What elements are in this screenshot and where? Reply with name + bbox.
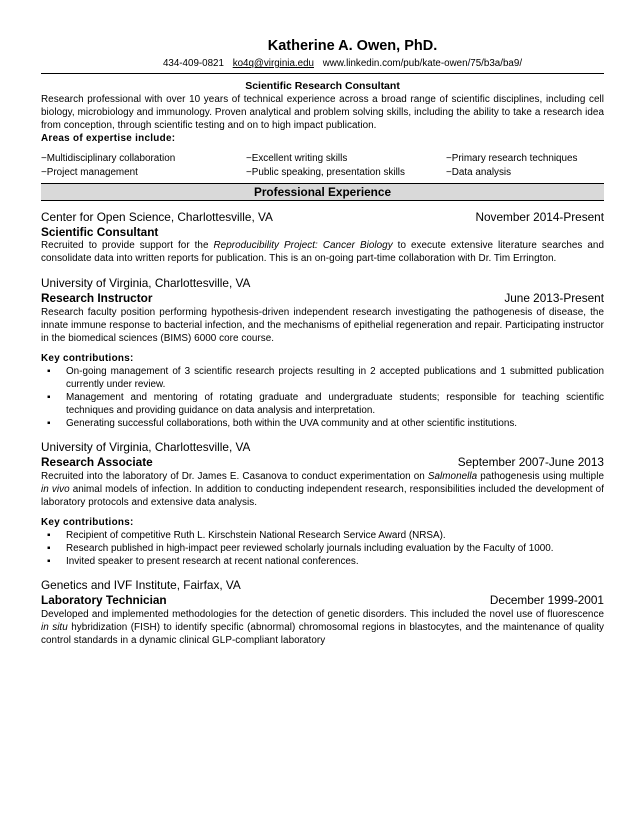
job-organization: University of Virginia, Charlottesville, VA — [41, 440, 251, 454]
job-dates: November 2014-Present — [475, 210, 604, 224]
job-title: Scientific Consultant — [41, 225, 159, 239]
summary-paragraph: Research professional with over 10 years of technical experience across a broad range of scientific disciplines, including cell biology, microbiology and immunology. Proven analytical and problem solving skills, including the ability to take a research idea from conception, through scientific testing and on to high impact publication. — [41, 94, 604, 131]
job-organization: University of Virginia, Charlottesville, VA — [41, 276, 251, 290]
areas-of-expertise-label: Areas of expertise include: — [41, 133, 176, 144]
list-item: ▪ Invited speaker to present research at recent national conferences. — [41, 555, 604, 568]
job-entry — [41, 440, 604, 568]
resume-page — [41, 38, 604, 647]
job-entry — [41, 276, 604, 430]
summary-title: Scientific Research Consultant — [245, 80, 400, 92]
key-contributions-label: Key contributions: — [41, 353, 134, 364]
expertise-item: −Project management — [41, 167, 138, 178]
expertise-item: −Public speaking, presentation skills — [246, 167, 405, 178]
list-item: ▪ Recipient of competitive Ruth L. Kirschstein National Research Service Award (NRSA). — [41, 529, 604, 542]
job-organization: Genetics and IVF Institute, Fairfax, VA — [41, 578, 241, 592]
expertise-item: −Excellent writing skills — [246, 153, 348, 164]
key-contributions-label: Key contributions: — [41, 517, 134, 528]
job-title: Research Instructor — [41, 291, 153, 305]
list-item: ▪ Generating successful collaborations, both within the UVA community and at other scientific institutions. — [41, 417, 604, 430]
contributions-list — [41, 365, 604, 430]
experience-section-banner: Professional Experience — [41, 183, 604, 201]
list-item: ▪ Research published in high-impact peer reviewed scholarly journals including evaluation by the Faculty of 1000. — [41, 542, 604, 555]
phone-number: 434-409-0821 — [162, 58, 224, 69]
job-dates: September 2007-June 2013 — [457, 455, 604, 469]
job-title: Laboratory Technician — [41, 593, 167, 607]
job-description: Research faculty position performing hypothesis-driven independent research investigating the pathogenesis of disease, the innate immune response to bacterial infection, and the mechanisms of epithelial regeneration and repair. Participating instructor in the biomedical sciences (BIMS) 6000 core course. — [41, 307, 604, 344]
job-dates: June 2013-Present — [504, 291, 604, 305]
expertise-item: −Primary research techniques — [446, 153, 578, 164]
job-dates: December 1999-2001 — [489, 593, 604, 607]
expertise-item: −Data analysis — [446, 167, 512, 178]
expertise-item: −Multidisciplinary collaboration — [41, 153, 176, 164]
contributions-list — [41, 529, 604, 568]
job-description: Recruited to provide support for the Reproducibility Project: Cancer Biology to execute extensive literature searches and consolidate data into written reports for publication. This is an on-going part-time collaboration with Dr. Tim Errington. — [41, 240, 604, 264]
linkedin-url[interactable]: www.linkedin.com/pub/kate-owen/75/b3a/ba9/ — [322, 58, 523, 69]
contact-line — [81, 57, 604, 70]
header-divider — [41, 73, 604, 74]
candidate-name: Katherine A. Owen, PhD. — [267, 38, 438, 54]
job-description: Developed and implemented methodologies for the detection of genetic disorders. This included the novel use of fluorescence in situ hybridization (FISH) to identify specific (abnormal) chromosomal regions in blastocytes, and the maintenance of quality control standards in a dynamic clinical GLP-compliant laboratory — [41, 609, 604, 646]
list-item: ▪ Management and mentoring of rotating graduate and undergraduate students; responsible for teaching scientific techniques and providing guidance on data analysis and interpretation. — [41, 391, 604, 417]
expertise-list — [41, 152, 604, 180]
job-description: Recruited into the laboratory of Dr. James E. Casanova to conduct experimentation on Salmonella pathogenesis using multiple in vivo animal models of infection. In addition to conducting independent research, responsibilities included the development of laboratory protocols and extensive data analysis. — [41, 471, 604, 508]
email-link[interactable]: ko4q@virginia.edu — [232, 58, 314, 69]
job-organization: Center for Open Science, Charlottesville, VA — [41, 210, 273, 224]
job-entry — [41, 578, 604, 647]
job-title: Research Associate — [41, 455, 153, 469]
job-entry — [41, 210, 604, 265]
list-item: ▪ On-going management of 3 scientific research projects resulting in 2 accepted publications and 1 submitted publication currently under review. — [41, 365, 604, 391]
